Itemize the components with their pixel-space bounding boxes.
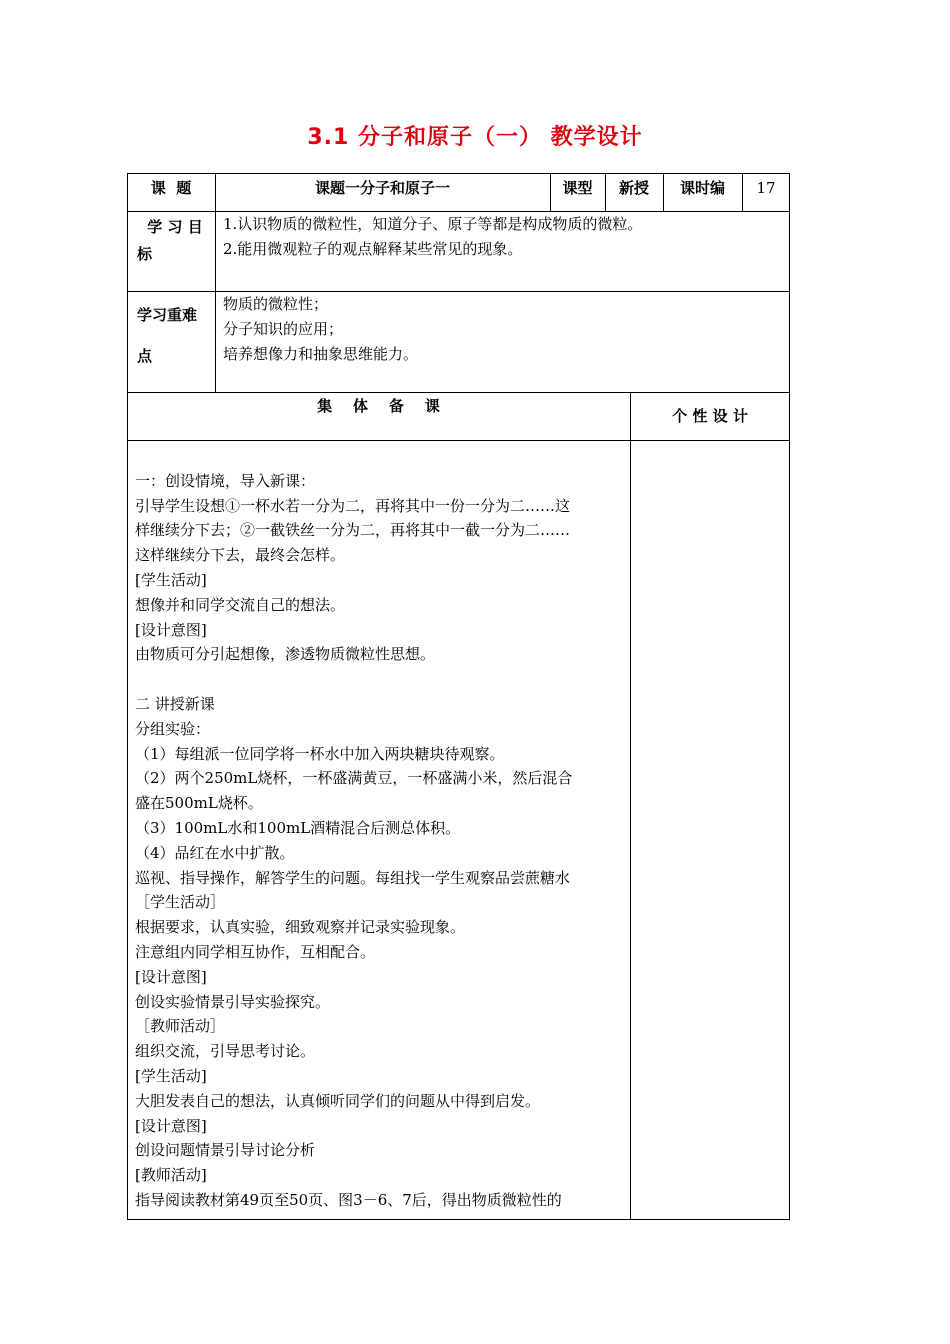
body-line: [教师活动] [135, 1166, 207, 1185]
body-line: 样继续分下去；②一截铁丝一分为二，再将其中一截一分为二…… [135, 521, 571, 540]
topic-value: 课题一分子和原子一 [314, 179, 450, 197]
body-line: 组织交流，引导思考讨论。 [135, 1042, 316, 1061]
column-divider [630, 392, 631, 1220]
body-line: 一：创设情境，导入新课： [135, 471, 316, 490]
key-points-label-line1: 学习重难 [137, 306, 198, 324]
objective-item: 2.能用微观粒子的观点解释某些常见的现象。 [223, 240, 523, 258]
body-line: [设计意图] [135, 1116, 207, 1135]
key-point-item: 物质的微粒性； [223, 295, 329, 313]
body-line: 巡视、指导操作，解答学生的问题。每组找一学生观察品尝蔗糖水 [135, 868, 571, 887]
body-line: 这样继续分下去，最终会怎样。 [135, 546, 346, 565]
body-line: 指导阅读教材第49页至50页、图3－6、7后，得出物质微粒性的 [135, 1190, 562, 1209]
collective-prep-header: 集 体 备 课 [317, 397, 440, 415]
objective-item: 1.认识物质的微粒性，知道分子、原子等都是构成物质的微粒。 [223, 215, 643, 233]
body-line: 分组实验： [135, 719, 211, 738]
body-line: 引导学生设想①一杯水若一分为二，再将其中一份一分为二……这 [135, 496, 571, 515]
body-line: 根据要求，认真实验，细致观察并记录实验现象。 [135, 918, 466, 937]
objectives-label-line1: 学 习 目 [147, 218, 203, 236]
key-points-label-line2: 点 [137, 347, 153, 365]
body-line: [设计意图] [135, 967, 207, 986]
body-line: 注意组内同学相互协作，互相配合。 [135, 942, 376, 961]
collective-prep-content [135, 444, 627, 1213]
body-line: [学生活动] [135, 570, 207, 589]
body-line: [学生活动] [135, 1066, 207, 1085]
body-line: （2）两个250mL烧杯，一杯盛满黄豆，一杯盛满小米，然后混合 [135, 769, 573, 788]
body-line: （1）每组派一位同学将一杯水中加入两块糖块待观察。 [135, 744, 505, 763]
objectives-label-line2: 标 [137, 245, 153, 263]
body-line: （3）100mL水和100mL酒精混合后测总体积。 [135, 818, 461, 837]
row-divider [127, 440, 790, 441]
body-line: 创设问题情景引导讨论分析 [135, 1141, 316, 1160]
class-hours-label: 课时编 [679, 179, 725, 197]
body-line: （4）品红在水中扩散。 [135, 843, 295, 862]
body-line: 大胆发表自己的想法，认真倾听同学们的问题从中得到启发。 [135, 1091, 541, 1110]
body-line [135, 667, 627, 692]
body-line: 二 讲授新课 [135, 694, 215, 713]
topic-label: 课 题 [150, 179, 192, 197]
body-line: 想像并和同学交流自己的想法。 [135, 595, 346, 614]
lesson-type-value: 新授 [618, 179, 649, 197]
objectives-label [137, 214, 213, 267]
key-points-label [137, 302, 213, 369]
key-points-content [223, 292, 783, 367]
personal-design-header: 个 性 设 计 [672, 407, 748, 425]
lesson-type-label: 课型 [562, 179, 593, 197]
key-point-item: 培养想像力和抽象思维能力。 [223, 345, 419, 363]
body-line: [设计意图] [135, 620, 207, 639]
body-line: ［教师活动］ [135, 1017, 226, 1036]
body-line: 创设实验情景引导实验探究。 [135, 992, 331, 1011]
document-title: 3.1 分子和原子（一） 教学设计 [307, 125, 643, 150]
body-line: 盛在500mL烧杯。 [135, 794, 263, 813]
body-line: 由物质可分引起想像，渗透物质微粒性思想。 [135, 645, 436, 664]
body-line [135, 444, 627, 469]
class-hours-value: 17 [756, 179, 776, 197]
key-point-item: 分子知识的应用； [223, 320, 344, 338]
body-line: ［学生活动］ [135, 893, 226, 912]
objectives-content [223, 212, 783, 262]
